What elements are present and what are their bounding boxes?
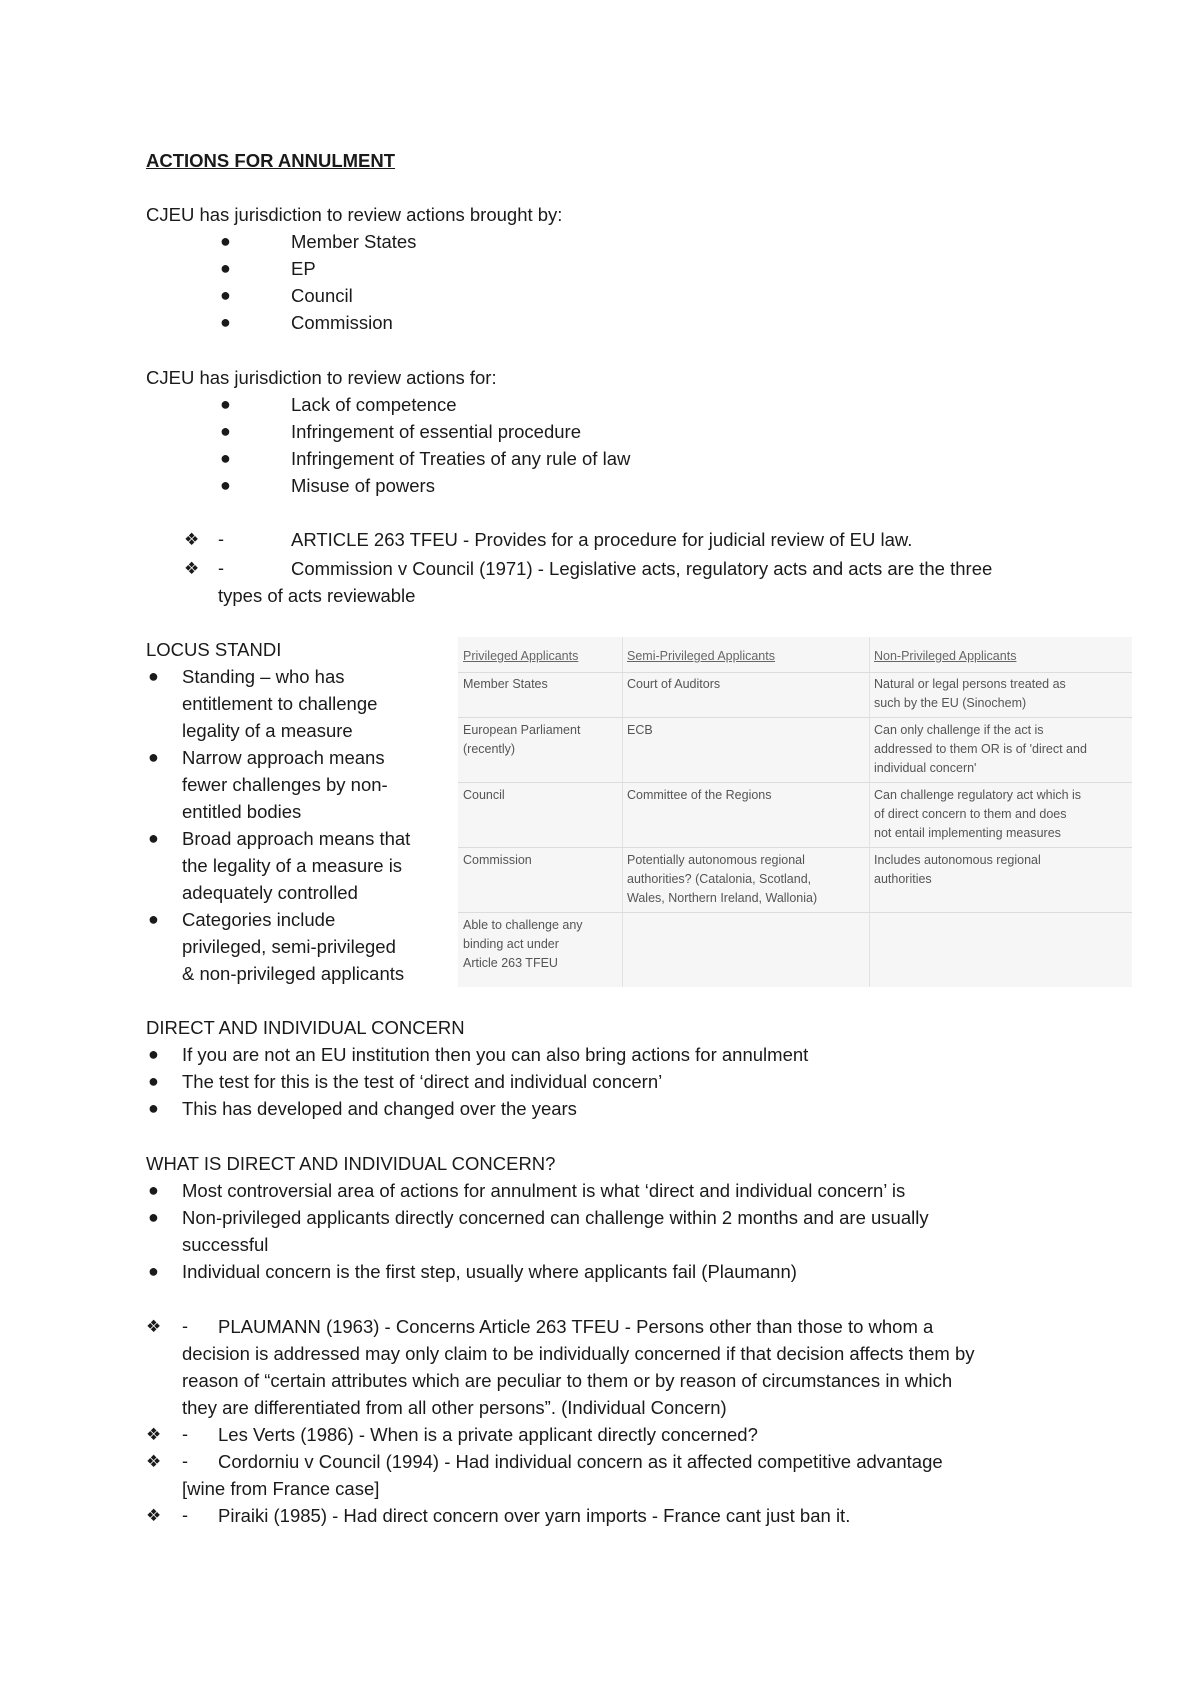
- intro-actions-for: CJEU has jurisdiction to review actions for:: [146, 367, 497, 388]
- list-item: legality of a measure: [182, 720, 353, 741]
- bullet-icon: ●: [220, 421, 231, 441]
- list-item: Non-privileged applicants directly concerned can challenge within 2 months and are usually: [182, 1207, 929, 1228]
- list-item: & non-privileged applicants: [182, 963, 405, 984]
- table-cell: binding act under: [463, 937, 559, 951]
- list-item: Commission: [291, 312, 393, 333]
- list-item: EP: [291, 258, 316, 279]
- diamond-bullet-icon: ❖: [146, 1452, 162, 1471]
- case-item: Cordorniu v Council (1994) - Had individual concern as it affected competitive advantage: [218, 1451, 943, 1472]
- diamond-bullet-icon: ❖: [146, 1317, 162, 1336]
- bullet-icon: ●: [148, 747, 159, 767]
- case-item-cont: types of acts reviewable: [218, 585, 416, 606]
- list-item: Standing – who has: [182, 666, 345, 687]
- bullet-icon: ●: [220, 475, 231, 495]
- list-item: entitled bodies: [182, 801, 302, 822]
- bullet-icon: ●: [148, 1207, 159, 1227]
- table-cell: Member States: [463, 677, 548, 691]
- table-header: Non-Privileged Applicants: [874, 649, 1017, 663]
- table-cell: Can challenge regulatory act which is: [874, 788, 1082, 802]
- bullet-icon: ●: [220, 448, 231, 468]
- bullet-icon: ●: [148, 666, 159, 686]
- dash-icon: -: [182, 1451, 188, 1471]
- intro-brought-by: CJEU has jurisdiction to review actions brought by:: [146, 204, 563, 225]
- bullet-icon: ●: [220, 312, 231, 332]
- case-item-cont: they are differentiated from all other persons”. (Individual Concern): [182, 1397, 727, 1418]
- list-item: Broad approach means that: [182, 828, 411, 849]
- bullet-icon: ●: [220, 231, 231, 251]
- bullet-icon: ●: [148, 1180, 159, 1200]
- case-item-cont: reason of “certain attributes which are peculiar to them or by reason of circumstances in which: [182, 1370, 953, 1391]
- case-item-cont: [wine from France case]: [182, 1478, 380, 1499]
- table-cell: Includes autonomous regional: [874, 853, 1041, 867]
- table-cell: authorities: [874, 872, 932, 886]
- dash-icon: -: [218, 529, 224, 549]
- dash-icon: -: [218, 558, 224, 578]
- case-item: PLAUMANN (1963) - Concerns Article 263 TFEU - Persons other than those to whom a: [218, 1316, 934, 1337]
- diamond-bullet-icon: ❖: [184, 530, 200, 549]
- list-item: privileged, semi-privileged: [182, 936, 396, 957]
- diamond-bullet-icon: ❖: [146, 1506, 162, 1525]
- bullet-icon: ●: [148, 828, 159, 848]
- table-header: Semi-Privileged Applicants: [627, 649, 775, 663]
- table-cell: (recently): [463, 742, 516, 756]
- table-cell: Committee of the Regions: [627, 788, 772, 802]
- table-cell: Wales, Northern Ireland, Wallonia): [627, 891, 818, 905]
- list-item: the legality of a measure is: [182, 855, 403, 876]
- list-item: Misuse of powers: [291, 475, 435, 496]
- table-cell: individual concern': [874, 761, 977, 775]
- list-item: Categories include: [182, 909, 336, 930]
- list-item: Narrow approach means: [182, 747, 385, 768]
- bullet-icon: ●: [220, 258, 231, 278]
- list-item: Infringement of Treaties of any rule of law: [291, 448, 631, 469]
- table-cell: Council: [463, 788, 505, 802]
- section-heading-locus-standi: LOCUS STANDI: [146, 639, 282, 660]
- table-cell: Article 263 TFEU: [463, 956, 558, 970]
- list-item: Council: [291, 285, 353, 306]
- bullet-icon: ●: [148, 909, 159, 929]
- bullet-icon: ●: [148, 1098, 159, 1118]
- bullet-icon: ●: [148, 1261, 159, 1281]
- bullet-icon: ●: [220, 285, 231, 305]
- dash-icon: -: [182, 1424, 188, 1444]
- dash-icon: -: [182, 1505, 188, 1525]
- list-item: entitlement to challenge: [182, 693, 378, 714]
- list-item: fewer challenges by non-: [182, 774, 388, 795]
- list-item: Most controversial area of actions for annulment is what ‘direct and individual concern’ is: [182, 1180, 906, 1201]
- table-cell: not entail implementing measures: [874, 826, 1061, 840]
- bullet-icon: ●: [220, 394, 231, 414]
- list-item-cont: successful: [182, 1234, 269, 1255]
- case-item: Commission v Council (1971) - Legislative acts, regulatory acts and acts are the three: [291, 558, 993, 579]
- diamond-bullet-icon: ❖: [146, 1425, 162, 1444]
- case-item: ARTICLE 263 TFEU - Provides for a procedure for judicial review of EU law.: [291, 529, 913, 550]
- table-cell: addressed to them OR is of 'direct and: [874, 742, 1087, 756]
- bullet-icon: ●: [148, 1071, 159, 1091]
- list-item: If you are not an EU institution then you can also bring actions for annulment: [182, 1044, 809, 1065]
- bullet-icon: ●: [148, 1044, 159, 1064]
- list-item: adequately controlled: [182, 882, 358, 903]
- applicants-table: [458, 637, 1132, 987]
- table-cell: Natural or legal persons treated as: [874, 677, 1066, 691]
- table-cell: Commission: [463, 853, 532, 867]
- section-heading-direct-concern: DIRECT AND INDIVIDUAL CONCERN: [146, 1017, 465, 1038]
- section-heading-what-is: WHAT IS DIRECT AND INDIVIDUAL CONCERN?: [146, 1153, 556, 1174]
- table-cell: Able to challenge any: [463, 918, 583, 932]
- table-cell: authorities? (Catalonia, Scotland,: [627, 872, 812, 886]
- list-item: Member States: [291, 231, 417, 252]
- table-cell: Can only challenge if the act is: [874, 723, 1044, 737]
- table-cell: of direct concern to them and does: [874, 807, 1067, 821]
- diamond-bullet-icon: ❖: [184, 559, 200, 578]
- table-cell: Potentially autonomous regional: [627, 853, 805, 867]
- case-item: Piraiki (1985) - Had direct concern over yarn imports - France cant just ban it.: [218, 1505, 851, 1526]
- page-title: ACTIONS FOR ANNULMENT: [146, 150, 396, 171]
- table-cell: ECB: [627, 723, 653, 737]
- list-item: Individual concern is the first step, usually where applicants fail (Plaumann): [182, 1261, 797, 1282]
- list-item: Infringement of essential procedure: [291, 421, 582, 442]
- case-item-cont: decision is addressed may only claim to be individually concerned if that decision affects them by: [182, 1343, 975, 1364]
- table-header: Privileged Applicants: [463, 649, 579, 663]
- table-cell: European Parliament: [463, 723, 581, 737]
- table-cell: Court of Auditors: [627, 677, 721, 691]
- case-item: Les Verts (1986) - When is a private applicant directly concerned?: [218, 1424, 758, 1445]
- list-item: Lack of competence: [291, 394, 457, 415]
- dash-icon: -: [182, 1316, 188, 1336]
- list-item: This has developed and changed over the years: [182, 1098, 577, 1119]
- table-cell: such by the EU (Sinochem): [874, 696, 1027, 710]
- list-item: The test for this is the test of ‘direct and individual concern’: [182, 1071, 663, 1092]
